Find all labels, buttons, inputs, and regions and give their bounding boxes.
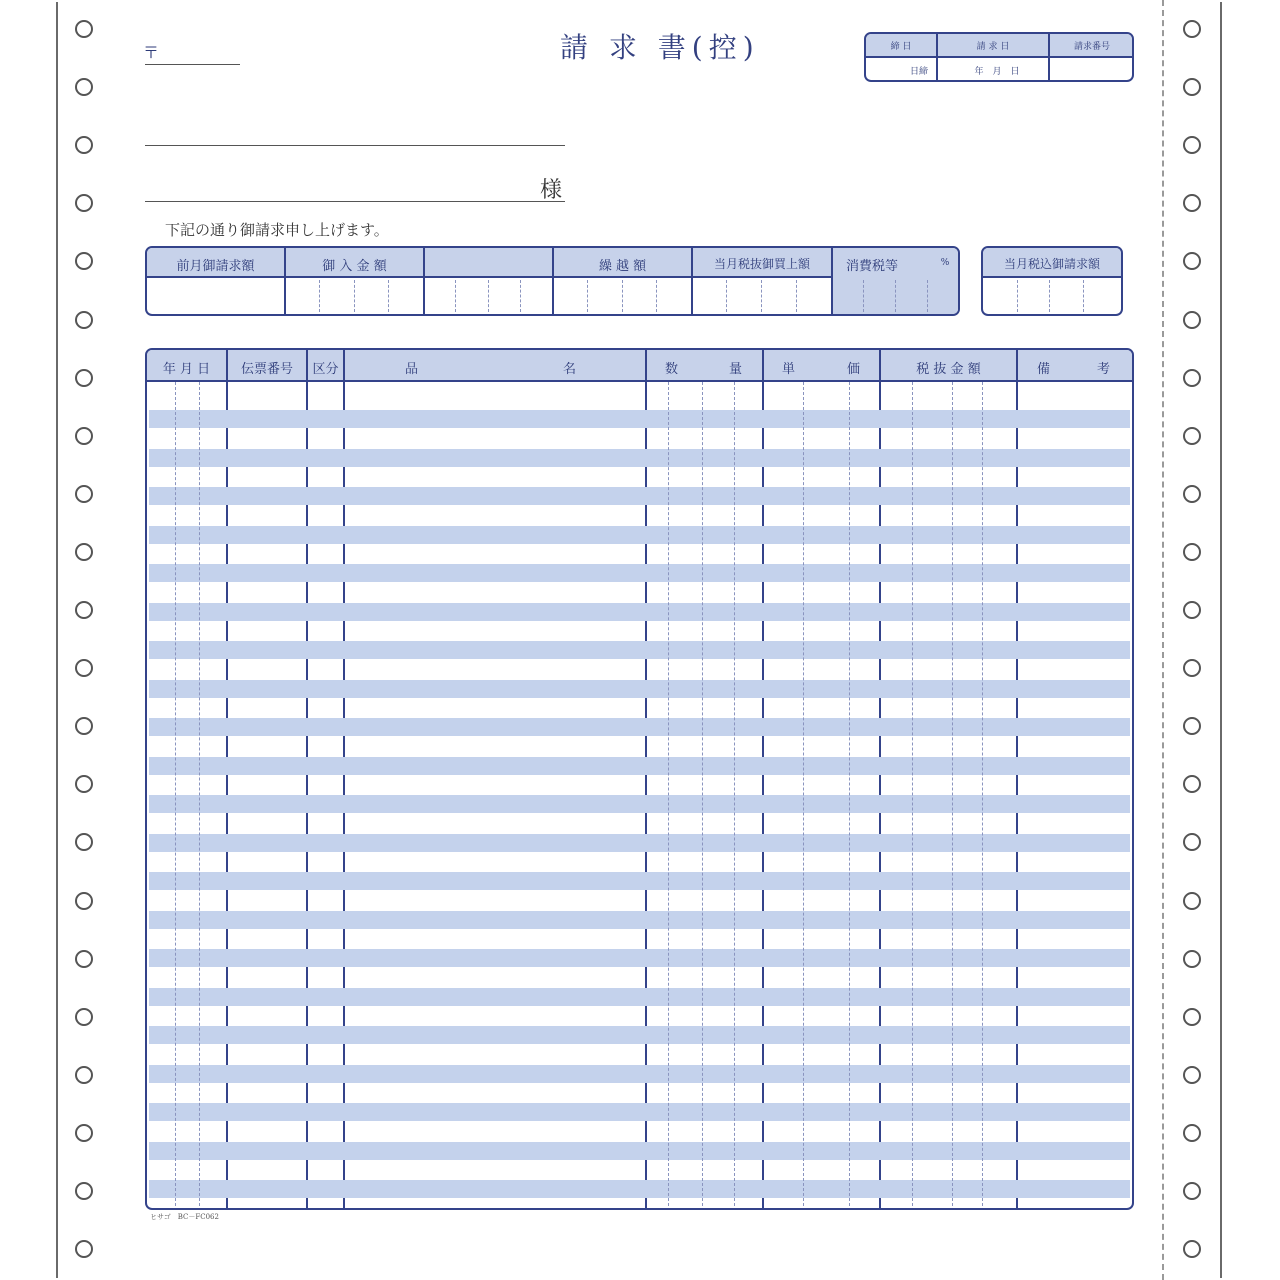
tractor-hole bbox=[1183, 369, 1201, 387]
tractor-hole bbox=[75, 20, 93, 38]
month-purchase-header: 当月税抜御買上額 bbox=[713, 257, 810, 271]
tractor-hole bbox=[75, 369, 93, 387]
tractor-hole bbox=[1183, 775, 1201, 793]
tractor-hole bbox=[1183, 659, 1201, 677]
tractor-hole bbox=[1183, 543, 1201, 561]
detail-table bbox=[145, 348, 1134, 1210]
col-item-1: 品 bbox=[405, 362, 419, 377]
tractor-hole bbox=[1183, 311, 1201, 329]
tractor-hole bbox=[75, 1124, 93, 1142]
tractor-hole bbox=[1183, 485, 1201, 503]
tractor-hole bbox=[75, 833, 93, 851]
carryover-header: 繰 越 額 bbox=[598, 259, 647, 274]
address-line bbox=[145, 145, 565, 146]
tractor-hole bbox=[1183, 252, 1201, 270]
tractor-hole bbox=[75, 950, 93, 968]
col-unit-price-1: 単 bbox=[782, 362, 796, 377]
footer-code: ヒサゴ BC－FC062 bbox=[150, 1213, 219, 1221]
total-billing-header: 当月税込御請求額 bbox=[1003, 257, 1100, 271]
tractor-hole bbox=[1183, 1182, 1201, 1200]
tractor-hole bbox=[75, 1240, 93, 1258]
tractor-hole bbox=[75, 194, 93, 212]
tractor-hole bbox=[1183, 833, 1201, 851]
tractor-hole bbox=[1183, 717, 1201, 735]
tractor-hole bbox=[1183, 78, 1201, 96]
col-date: 年 月 日 bbox=[162, 362, 211, 377]
date-box bbox=[864, 32, 1134, 82]
col-category: 区分 bbox=[312, 362, 339, 377]
col-amount: 税 抜 金 額 bbox=[916, 362, 981, 377]
closing-day-header: 締 日 bbox=[890, 42, 912, 52]
tractor-hole bbox=[75, 427, 93, 445]
total-box bbox=[981, 246, 1123, 316]
left-tractor-holes bbox=[74, 0, 98, 1280]
billing-date-ymd[interactable]: 年 月 日 bbox=[974, 67, 1020, 77]
billing-notice: 下記の通り御請求申し上げます。 bbox=[165, 221, 389, 239]
recipient-line bbox=[145, 201, 565, 202]
tractor-hole bbox=[1183, 1066, 1201, 1084]
percent-sign: % bbox=[940, 258, 950, 268]
tractor-hole bbox=[1183, 601, 1201, 619]
tractor-hole bbox=[75, 892, 93, 910]
tractor-hole bbox=[75, 601, 93, 619]
tractor-hole bbox=[75, 311, 93, 329]
col-slip-number: 伝票番号 bbox=[240, 362, 293, 377]
tractor-hole bbox=[75, 485, 93, 503]
tractor-hole bbox=[75, 1182, 93, 1200]
col-remarks-1: 備 bbox=[1037, 362, 1051, 377]
tractor-hole bbox=[75, 252, 93, 270]
tractor-hole bbox=[75, 1066, 93, 1084]
col-quantity-1: 数 bbox=[665, 362, 679, 377]
tractor-hole bbox=[1183, 950, 1201, 968]
tractor-hole bbox=[1183, 194, 1201, 212]
tractor-hole bbox=[1183, 1240, 1201, 1258]
tractor-hole bbox=[75, 659, 93, 677]
postal-code-line bbox=[145, 64, 240, 65]
tractor-hole bbox=[1183, 1124, 1201, 1142]
col-item-2: 名 bbox=[563, 362, 577, 377]
col-remarks-2: 考 bbox=[1097, 362, 1111, 377]
tractor-hole bbox=[1183, 20, 1201, 38]
tractor-hole bbox=[1183, 136, 1201, 154]
form-title: 請 求 書(控) bbox=[560, 31, 760, 64]
recipient-honorific: 様 bbox=[540, 178, 563, 203]
tractor-hole bbox=[75, 717, 93, 735]
tractor-hole bbox=[75, 136, 93, 154]
tractor-hole bbox=[75, 78, 93, 96]
consumption-tax-header: 消費税等 bbox=[845, 259, 898, 274]
postal-mark: 〒 bbox=[143, 43, 160, 62]
payment-received-header: 御 入 金 額 bbox=[322, 259, 387, 274]
tractor-hole bbox=[1183, 892, 1201, 910]
right-tractor-holes bbox=[1182, 0, 1206, 1280]
tractor-hole bbox=[75, 775, 93, 793]
invoice-number-header: 請求番号 bbox=[1073, 42, 1110, 52]
tractor-hole bbox=[75, 1008, 93, 1026]
summary-box bbox=[145, 246, 960, 316]
tractor-hole bbox=[1183, 427, 1201, 445]
tractor-hole bbox=[1183, 1008, 1201, 1026]
col-quantity-2: 量 bbox=[729, 362, 743, 377]
perforation-line bbox=[1162, 0, 1164, 1280]
closing-day-suffix: 日締 bbox=[909, 67, 928, 77]
billing-date-header: 請 求 日 bbox=[976, 42, 1010, 52]
previous-billing-header: 前月御請求額 bbox=[176, 259, 255, 274]
col-unit-price-2: 価 bbox=[847, 362, 861, 377]
tractor-hole bbox=[75, 543, 93, 561]
